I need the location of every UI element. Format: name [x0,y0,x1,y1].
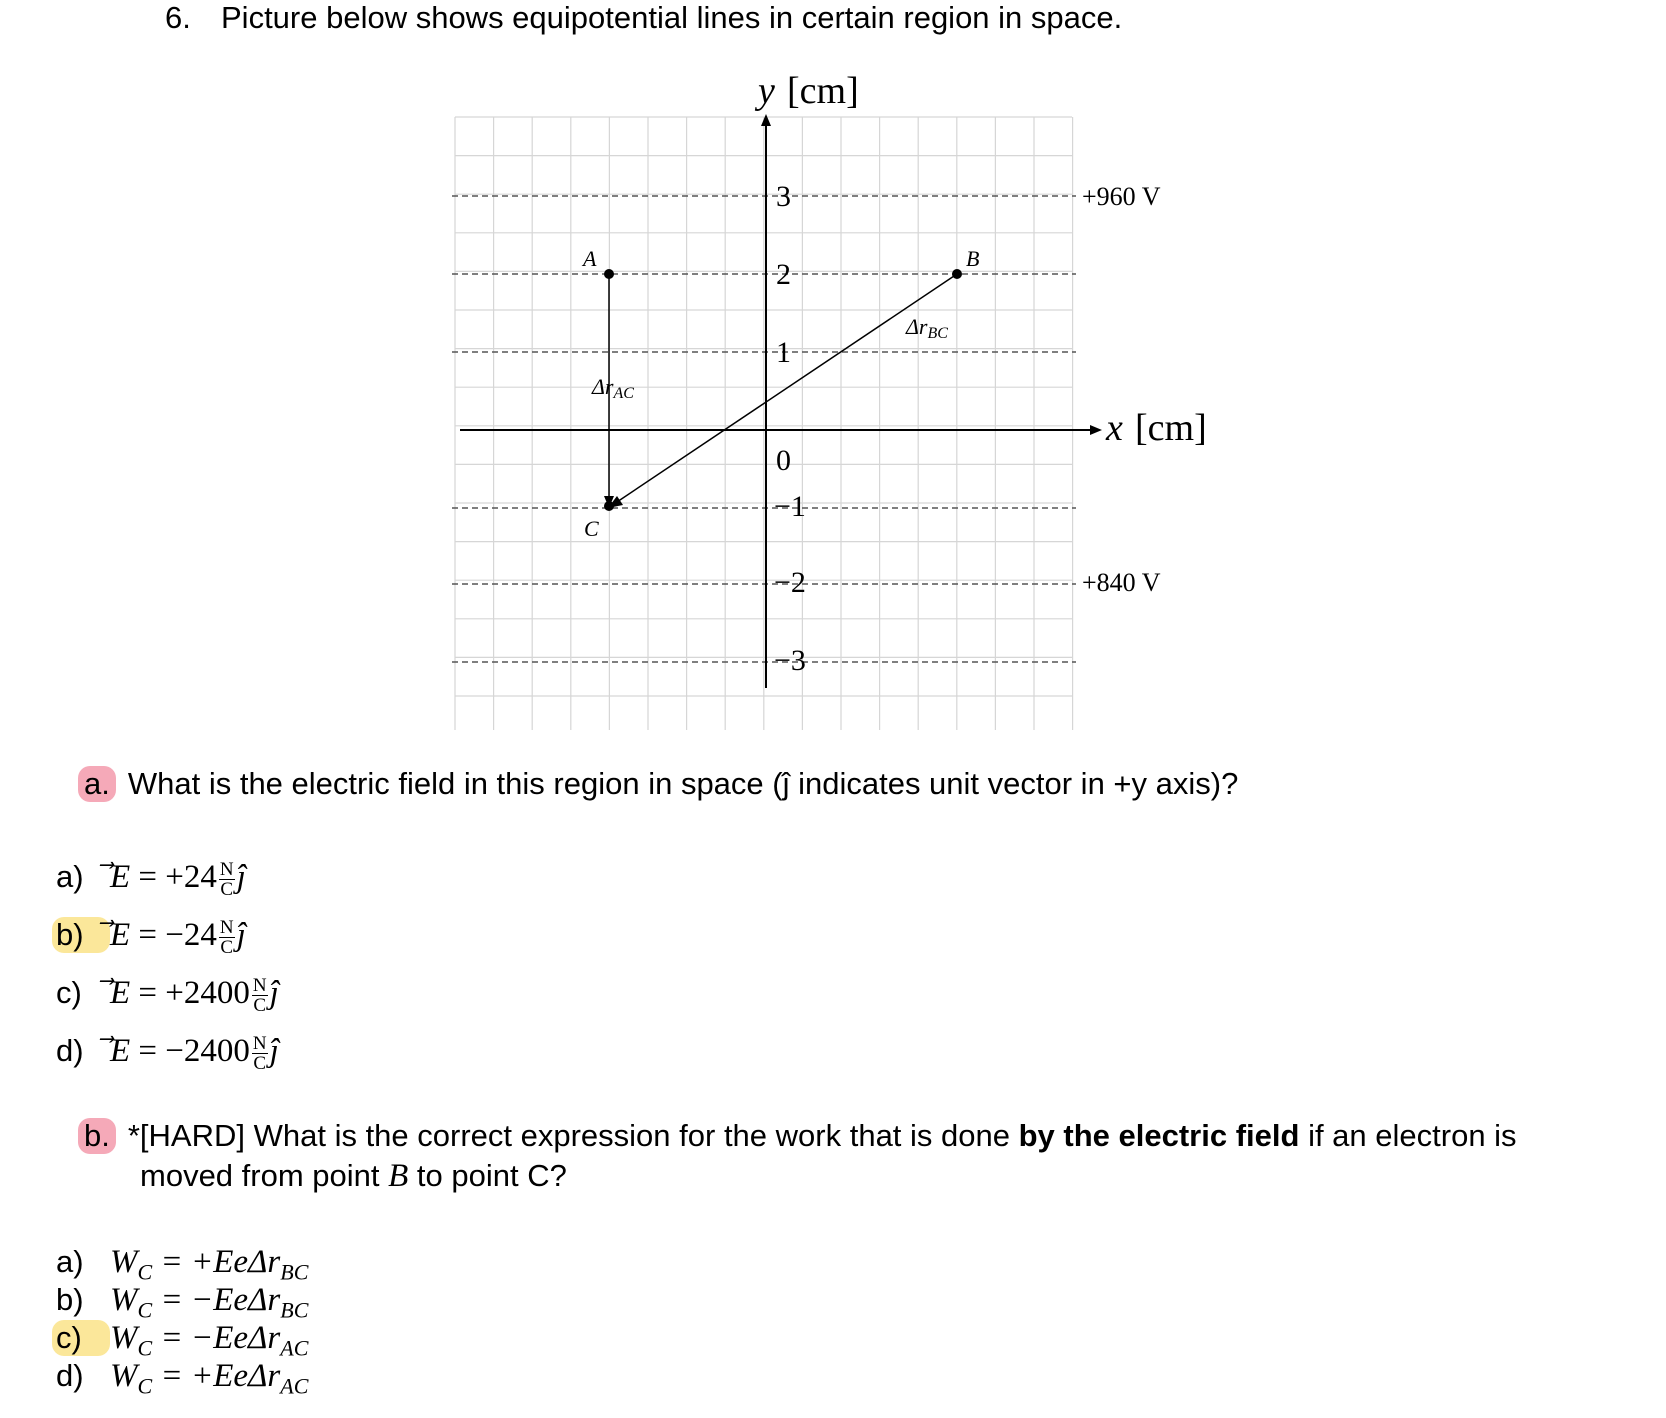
point-c-dot [604,501,614,511]
question-text: Picture below shows equipotential lines in certain region in space. [221,0,1123,35]
part-b-question [78,1118,1517,1154]
part-b-tag: b. [78,1118,116,1154]
part-a-option[interactable] [52,914,246,957]
question-number: 6. [165,0,191,35]
point-b-dot [952,269,962,279]
y-tick-neg3: −3 [774,644,806,677]
part-b-text-2: if an electron is [1299,1118,1517,1153]
option-expression: $W_C = -Ee\Delta r_{AC}$ [110,1320,309,1361]
point-c-label: C [584,516,599,541]
y-tick-neg2: −2 [774,566,806,599]
equipotential-bottom-label: +840 V [1082,568,1161,597]
option-label: c) [52,1320,110,1356]
point-a-dot [604,269,614,279]
option-expression: ⃗ E = −24 $\frac{N}{C}$ ĵ [110,917,246,953]
option-label: d) [56,1358,84,1393]
option-expression: $W_C = -Ee\Delta r_{BC}$ [110,1282,309,1323]
part-b-option[interactable] [52,1244,308,1286]
option-label: c) [56,975,82,1010]
equipotential-top-label: +960 V [1082,182,1161,211]
part-b-text-bold: by the electric field [1018,1118,1300,1153]
part-a-option[interactable] [52,1030,279,1073]
part-a-option[interactable] [52,972,279,1015]
y-tick-2: 2 [776,258,791,291]
option-expression: $W_C = +Ee\Delta r_{BC}$ [110,1244,309,1285]
option-label: a) [56,859,84,894]
y-tick-neg1: −1 [774,490,806,523]
y-axis-arrow [761,114,771,126]
part-a-option[interactable] [52,856,246,899]
option-label: b) [56,1282,84,1317]
part-a-text: What is the electric field in this region in space (ĵ indicates unit vector in +y axis)? [127,766,1239,801]
part-b-question-line2: moved from point B to point C? [140,1158,567,1194]
y-axis-label: y [cm] [758,70,859,112]
part-b-text-1: *[HARD] What is the correct expression for the work that is done [127,1118,1019,1153]
part-b-option[interactable] [52,1282,308,1324]
option-expression: ⃗ E = −2400 $\frac{N}{C}$ ĵ [110,1033,279,1069]
option-label: b) [52,917,110,953]
option-label: d) [56,1033,84,1068]
point-b-ref: B [388,1158,409,1194]
option-expression: ⃗ E = +2400 $\frac{N}{C}$ ĵ [110,975,279,1011]
part-b-option[interactable] [52,1320,308,1362]
y-tick-3: 3 [776,180,791,213]
option-label: a) [56,1244,84,1279]
x-axis-arrow [1090,425,1102,435]
x-axis-label: x [cm] [1106,407,1207,449]
y-tick-0: 0 [776,444,791,477]
part-b-option[interactable] [52,1358,308,1400]
point-a-label: A [583,246,597,271]
part-a-question [78,766,1238,802]
part-a-tag: a. [78,766,116,802]
vector-ac-label: ΔrAC [592,374,634,402]
vector-bc-label: ΔrBC [906,314,948,342]
grid [455,117,1073,730]
y-tick-1: 1 [776,336,791,369]
option-expression: $W_C = +Ee\Delta r_{AC}$ [110,1358,309,1399]
option-expression: ⃗ E = +24 $\frac{N}{C}$ ĵ [110,859,246,895]
point-b-label: B [966,246,980,271]
